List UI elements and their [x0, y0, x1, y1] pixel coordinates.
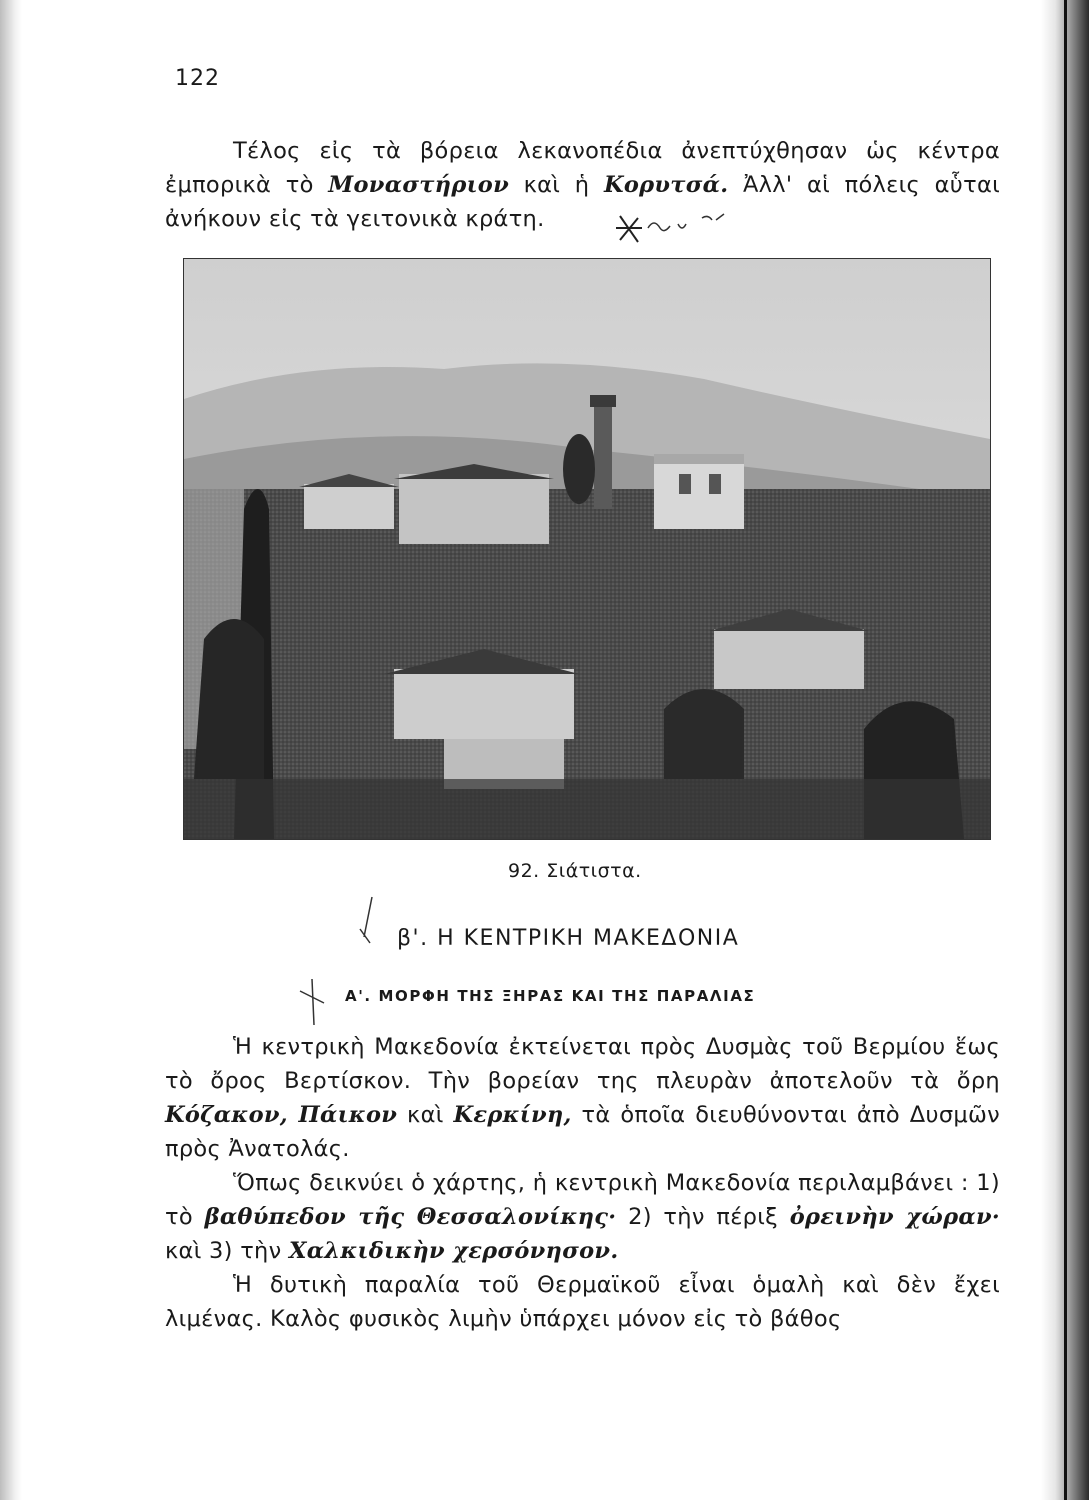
intro-paragraph: [165, 134, 1000, 236]
subsection-title: Α'. ΜΟΡΦΗ ΤΗΣ ΞΗΡΑΣ ΚΑΙ ΤΗΣ ΠΑΡΑΛΙΑΣ: [345, 987, 756, 1005]
intro-bold-korytsa: Κορυτσά.: [603, 172, 729, 198]
p1-bold-mountains: Κόζακον, Πάικον: [165, 1102, 398, 1128]
p2-bold-chalkidiki: Χαλκιδικὴν χερσόνησον.: [288, 1238, 619, 1264]
p1-text-2: καὶ: [397, 1102, 454, 1128]
intro-text-2: καὶ ἡ: [509, 172, 604, 198]
body-paragraph-3: [165, 1268, 1000, 1336]
section-title: β'. Η ΚΕΝΤΡΙΚΗ ΜΑΚΕΔΟΝΙΑ: [397, 926, 740, 951]
page-shadow-left: [0, 0, 22, 1500]
intro-text-3: Ἀλλ' αἱ πόλεις αὗται ἀνήκουν εἰς τὰ γειτονικὰ κράτη.: [165, 172, 1000, 232]
p1-text-1: Ἡ κεντρικὴ Μακεδονία ἐκτείνεται πρὸς Δυσμὰς τοῦ Βερμίου ἕως τὸ ὄρος Βερτίσκον. Τὴν βορείαν της πλευρὰν ἀποτελοῦν τὰ ὄρη: [165, 1034, 1000, 1094]
handwritten-annotation: [612, 206, 742, 246]
photo-caption: 92. Σιάτιστα.: [508, 860, 642, 882]
page-number: 122: [175, 66, 220, 91]
p1-bold-kerkini: Κερκίνη,: [453, 1102, 572, 1128]
p2-bold-mountain-land: ὀρεινὴν χώραν·: [789, 1204, 1000, 1230]
intro-bold-monastirion: Μοναστήριον: [328, 172, 509, 198]
p2-text-2: 2) τὴν πέριξ: [616, 1204, 790, 1230]
body-paragraph-1: [165, 1030, 1000, 1166]
handwritten-cross-mark: [294, 975, 334, 1030]
p2-text-1: Ὅπως δεικνύει ὁ χάρτης, ἡ κεντρικὴ Μακεδονία περιλαμβάνει : 1) τὸ: [165, 1170, 1000, 1230]
p1-text-3: τὰ ὁποῖα διευθύνονται ἀπὸ Δυσμῶν πρὸς Ἀνατολάς.: [165, 1102, 1001, 1162]
body-paragraph-2: [165, 1166, 1000, 1268]
handwritten-check-mark: [352, 893, 382, 953]
siatista-photo: [183, 258, 991, 840]
p2-text-3: καὶ 3) τὴν: [165, 1238, 289, 1264]
page-edge-line: [1064, 0, 1067, 1500]
p2-bold-thessaloniki-plain: βαθύπεδον τῆς Θεσσαλονίκης·: [204, 1204, 617, 1230]
p3-text-1: Ἡ δυτικὴ παραλία τοῦ Θερμαϊκοῦ εἶναι ὁμαλὴ καὶ δὲν ἔχει λιμένας. Καλὸς φυσικὸς λιμὴν ὑπάρχει μόνον εἰς τὸ βάθος: [165, 1272, 1000, 1332]
intro-text-1: Τέλος εἰς τὰ βόρεια λεκανοπέδια ἀνεπτύχθησαν ὡς κέντρα ἐμπορικὰ τὸ: [165, 138, 1000, 198]
